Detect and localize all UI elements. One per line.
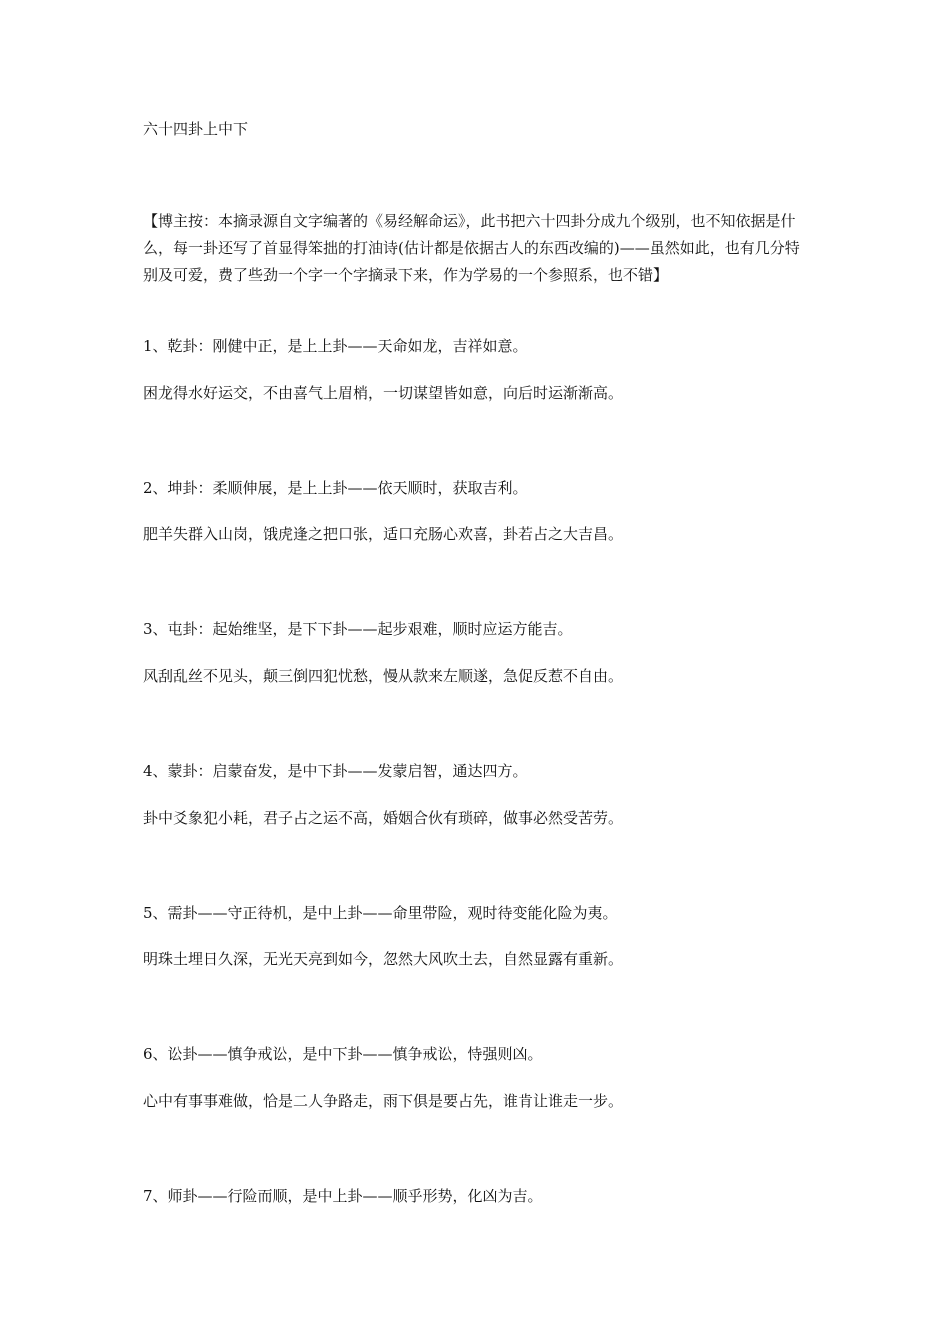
document-title: 六十四卦上中下	[143, 120, 249, 138]
entry-1-verse: 困龙得水好运交，不由喜气上眉梢，一切谋望皆如意，向后时运渐渐高。	[143, 384, 624, 402]
entry-5-verse: 明珠土埋日久深，无光天亮到如今，忽然大风吹土去，自然显露有重新。	[143, 950, 624, 968]
entry-7-heading: 7、师卦——行险而顺，是中上卦——顺乎形势，化凶为吉。	[143, 1187, 543, 1205]
entry-1-heading: 1、乾卦：刚健中正，是上上卦——天命如龙，吉祥如意。	[143, 337, 528, 355]
entry-4-heading: 4、蒙卦：启蒙奋发，是中下卦——发蒙启智，通达四方。	[143, 762, 528, 780]
blogger-note: 【博主按：本摘录源自文字编著的《易经解命运》，此书把六十四卦分成九个级别，也不知依据是什么，每一卦还写了首显得笨拙的打油诗(估计都是依据古人的东西改编的)——虽然如此，也有几分特别及可爱，费了些劲一个字一个字摘录下来，作为学易的一个参照系，也不错】	[143, 212, 800, 284]
entry-4-verse: 卦中爻象犯小耗，君子占之运不高，婚姻合伙有琐碎，做事必然受苦劳。	[143, 809, 624, 827]
entry-5-heading: 5、需卦——守正待机，是中上卦——命里带险，观时待变能化险为夷。	[143, 904, 618, 922]
entry-3-heading: 3、屯卦：起始维坚，是下下卦——起步艰难，顺时应运方能吉。	[143, 620, 573, 638]
entry-2-verse: 肥羊失群入山岗，饿虎逢之把口张，适口充肠心欢喜，卦若占之大吉昌。	[143, 525, 624, 543]
entry-6-heading: 6、讼卦——慎争戒讼，是中下卦——慎争戒讼，恃强则凶。	[143, 1045, 543, 1063]
entry-2-heading: 2、坤卦：柔顺伸展，是上上卦——依天顺时，获取吉利。	[143, 479, 528, 497]
entry-3-verse: 风刮乱丝不见头，颠三倒四犯忧愁，慢从款来左顺遂，急促反惹不自由。	[143, 667, 624, 685]
entry-6-verse: 心中有事事难做，恰是二人争路走，雨下俱是要占先，谁肯让谁走一步。	[143, 1092, 624, 1110]
